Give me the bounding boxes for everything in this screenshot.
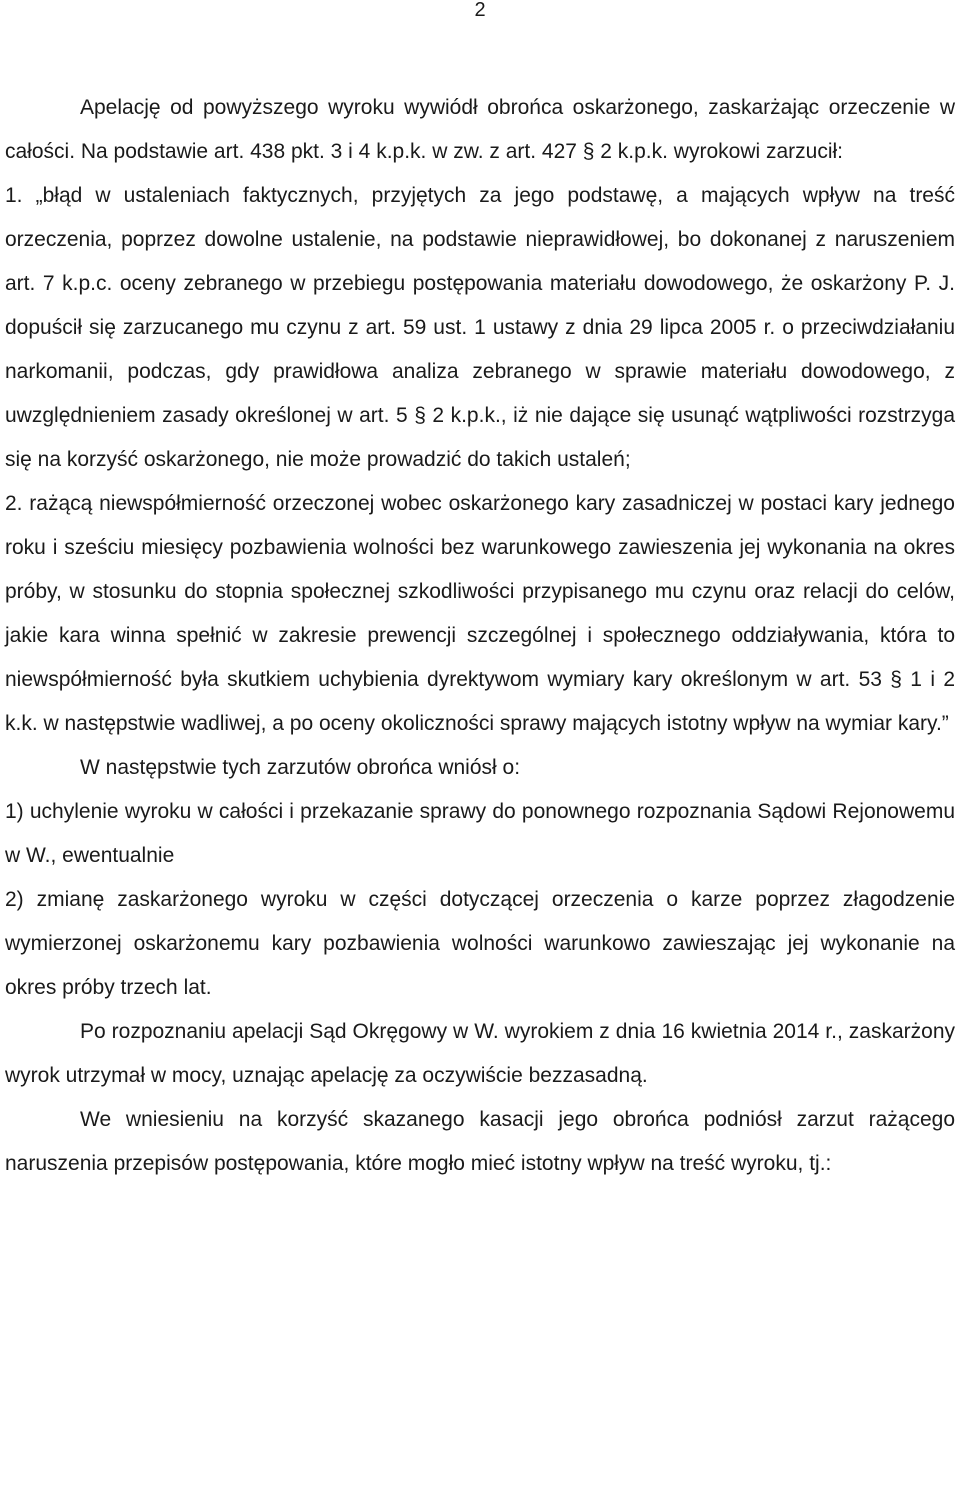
- paragraph-motion-2: 2) zmianę zaskarżonego wyroku w części dotyczącej orzeczenia o karze poprzez złagodzenie wymierzonej oskarżonemu kary pozbawienia wolności warunkowo zawieszając jej wykonanie na okres próby trzech lat.: [5, 888, 955, 999]
- paragraph-charge-1: 1. „błąd w ustaleniach faktycznych, przyjętych za jego podstawę, a mających wpływ na treść orzeczenia, poprzez dowolne ustalenie, na podstawie nieprawidłowej, bo dokonanej z naruszeniem art. 7 k.p.c. oceny zebranego w przebiegu postępowania materiału dowodowego, że oskarżony P. J. dopuścił się zarzucanego mu czynu z art. 59 ust. 1 ustawy z dnia 29 lipca 2005 r. o przeciwdziałaniu narkomanii, podczas, gdy prawidłowa analiza zebranego w sprawie materiału dowodowego, z uwzględnieniem zasady określonej w art. 5 § 2 k.p.k., iż nie dające się usunąć wątpliwości rozstrzyga się na korzyść oskarżonego, nie może prowadzić do takich ustaleń;: [5, 184, 955, 471]
- paragraph-motion-intro: W następstwie tych zarzutów obrońca wniósł o:: [80, 756, 521, 779]
- document-body: [5, 86, 955, 1186]
- paragraph-charge-2: 2. rażącą niewspółmierność orzeczonej wobec oskarżonego kary zasadniczej w postaci kary jednego roku i sześciu miesięcy pozbawienia wolności bez warunkowego zawieszenia jej wykonania na okres próby, w stosunku do stopnia społecznej szkodliwości przypisanego mu czynu oraz relacji do celów, jakie kara winna spełnić w zakresie prewencji szczególnej i społecznego oddziaływania, która to niewspółmierność była skutkiem uchybienia dyrektywom wymiary kary określonym w art. 53 § 1 i 2 k.k. w następstwie wadliwej, a po oceny okoliczności sprawy mających istotny wpływ na wymiar kary.”: [5, 492, 955, 735]
- paragraph-appeal-intro: Apelację od powyższego wyroku wywiódł obrońca oskarżonego, zaskarżając orzeczenie w całości. Na podstawie art. 438 pkt. 3 i 4 k.p.k. w zw. z art. 427 § 2 k.p.k. wyrokowi zarzucił:: [5, 96, 955, 163]
- paragraph-cassation: We wniesieniu na korzyść skazanego kasacji jego obrońca podniósł zarzut rażącego naruszenia przepisów postępowania, które mogło mieć istotny wpływ na treść wyroku, tj.:: [5, 1108, 955, 1175]
- paragraph-motion-1: 1) uchylenie wyroku w całości i przekazanie sprawy do ponownego rozpoznania Sądowi Rejonowemu w W., ewentualnie: [5, 800, 955, 867]
- page-number: 2: [474, 0, 486, 21]
- paragraph-district-court-ruling: Po rozpoznaniu apelacji Sąd Okręgowy w W. wyrokiem z dnia 16 kwietnia 2014 r., zaskarżony wyrok utrzymał w mocy, uznając apelację za oczywiście bezzasadną.: [5, 1020, 955, 1087]
